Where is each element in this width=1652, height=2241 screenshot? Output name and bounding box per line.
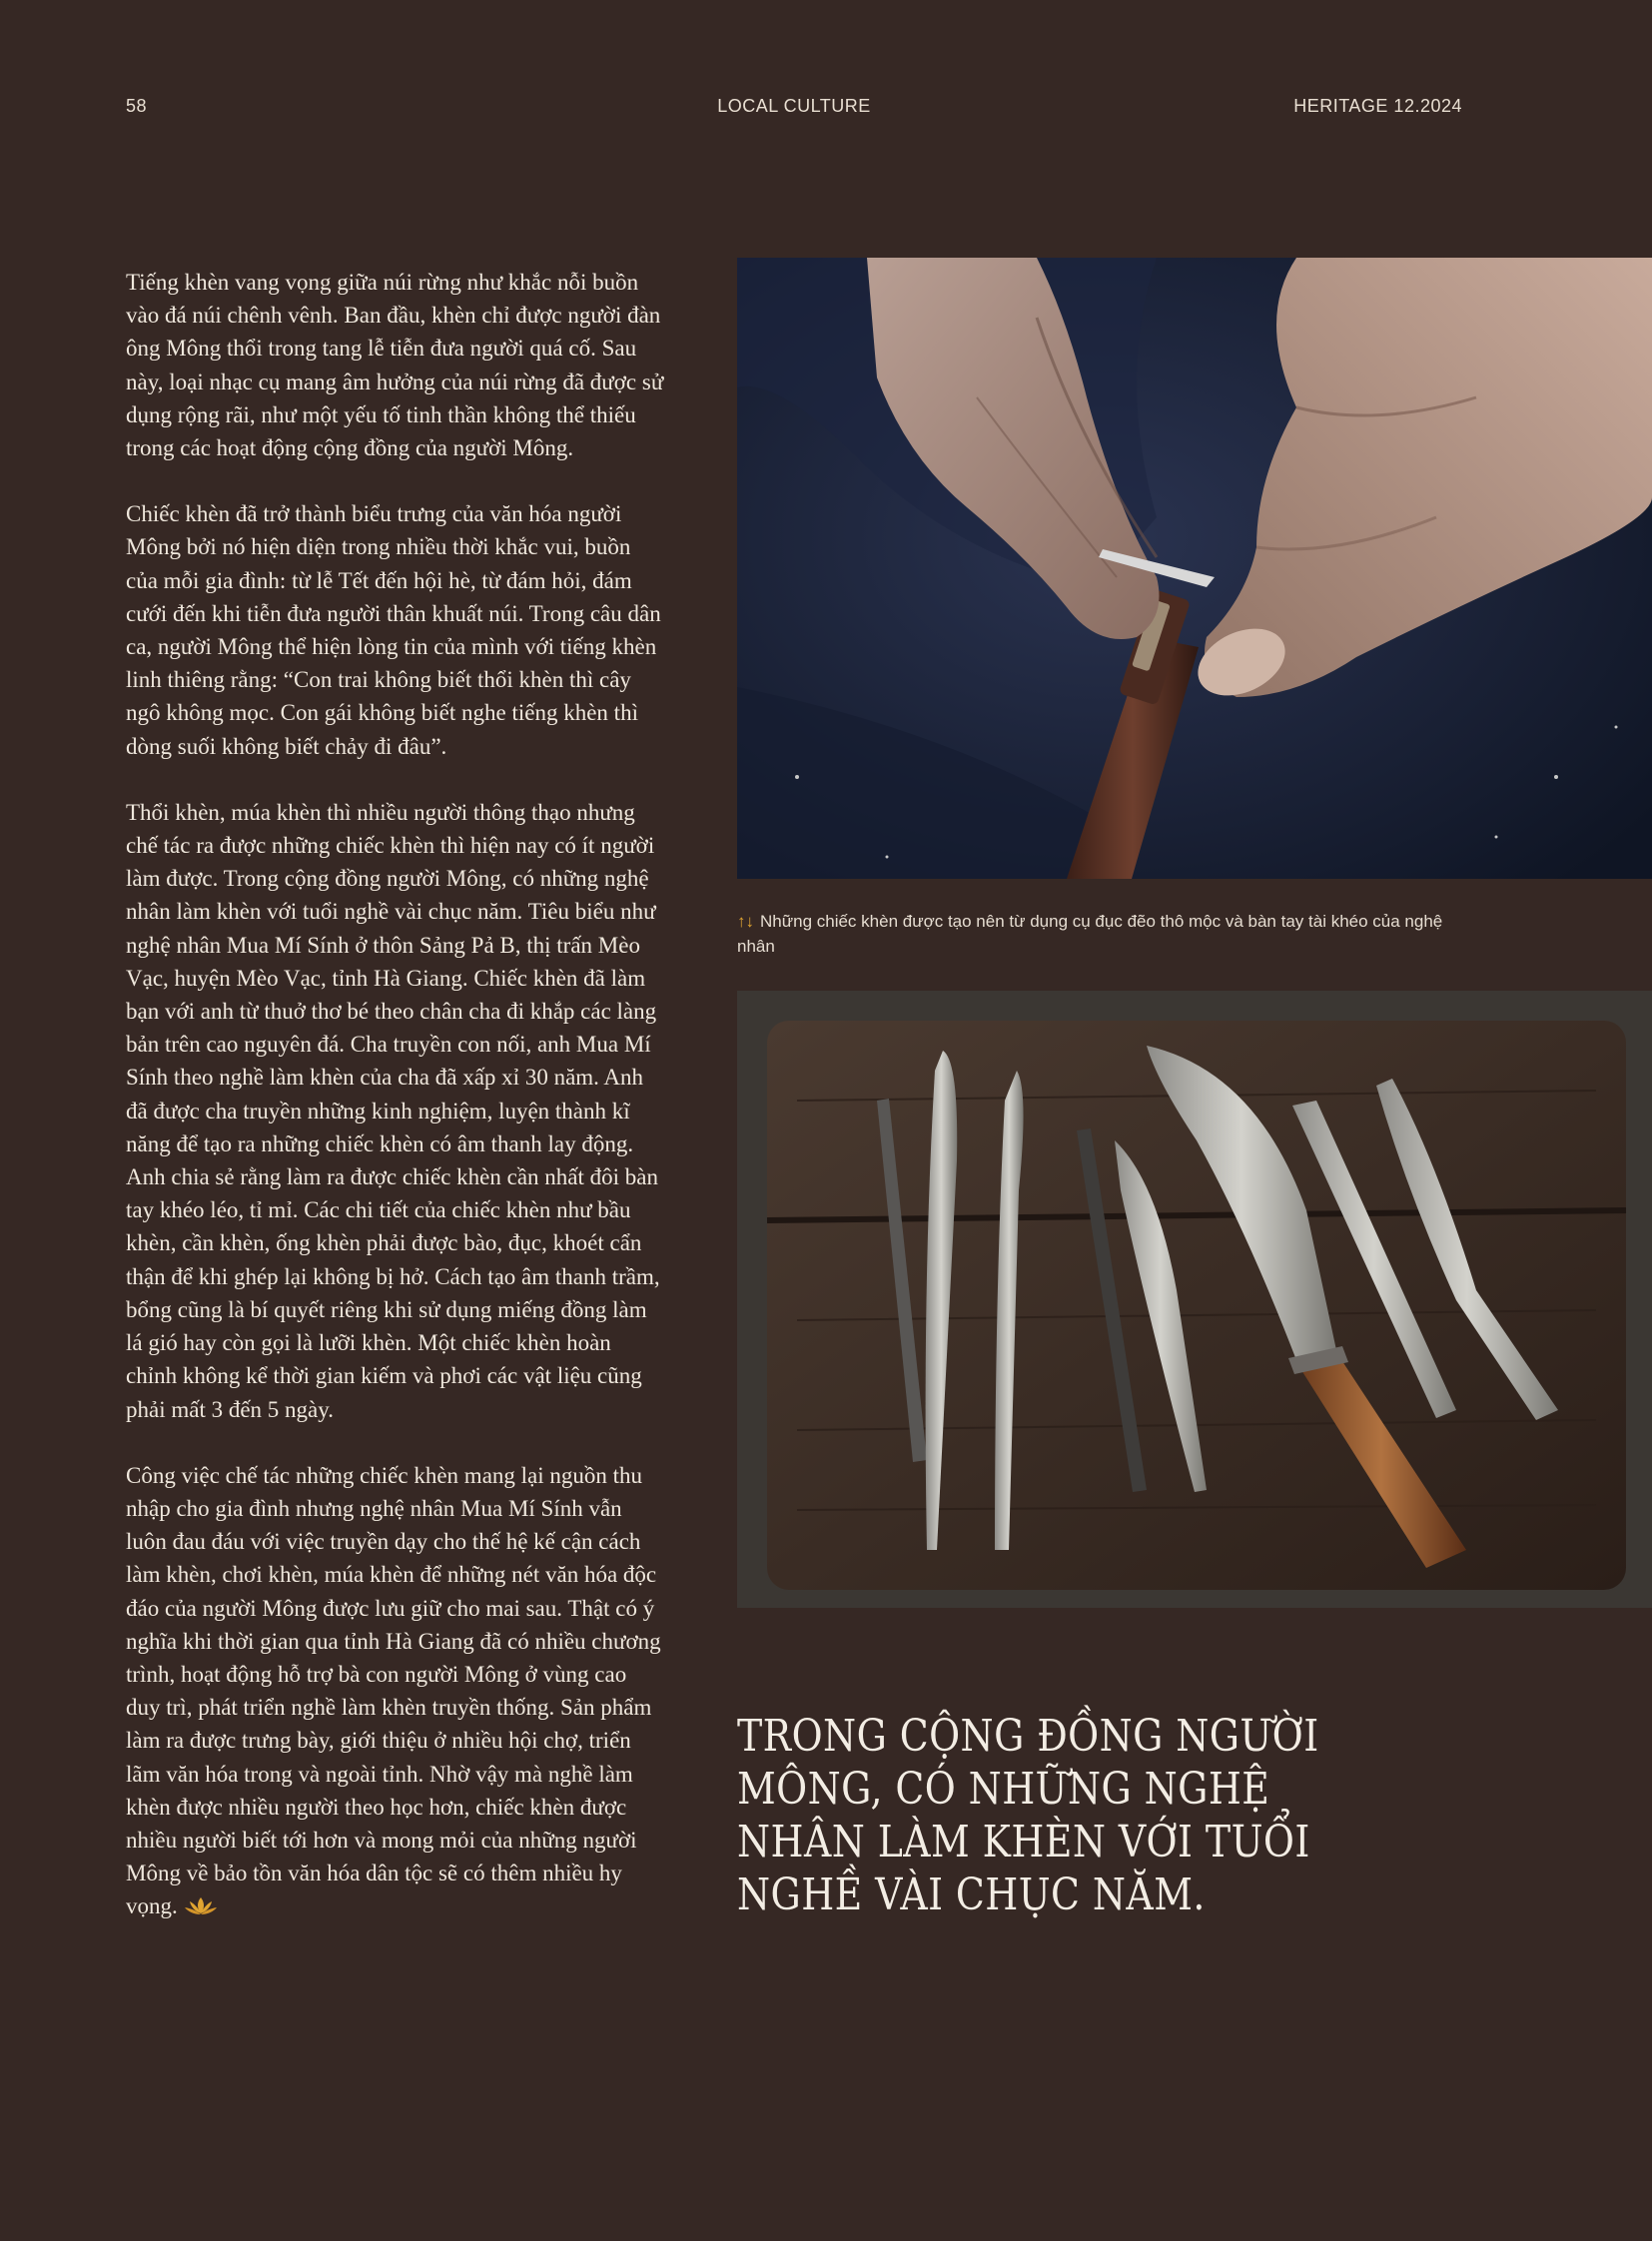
lotus-icon <box>184 1892 218 1925</box>
up-down-arrows-icon: ↑↓ <box>737 912 754 931</box>
caption-text: Những chiếc khèn được tạo nên từ dụng cụ đục đẽo thô mộc và bàn tay tài khéo của nghệ nhân <box>737 912 1443 956</box>
page-header <box>126 96 1462 120</box>
page-number: 58 <box>126 96 148 116</box>
photo-carving-tools <box>737 991 1652 1608</box>
article-paragraph: Công việc chế tác những chiếc khèn mang lại nguồn thu nhập cho gia đình nhưng nghệ nhân Mua Mí Sính vẫn luôn đau đáu với việc truyền dạy cho thế hệ kế cận cách làm khèn, chơi khèn, múa khèn để những nét văn hóa độc đáo của người Mông được lưu giữ cho mai sau. Thật có ý nghĩa khi thời gian qua tỉnh Hà Giang đã có nhiều chương trình, hoạt động hỗ trợ bà con người Mông ở vùng cao duy trì, phát triển nghề làm khèn truyền thống. Sản phẩm làm ra được trưng bày, giới thiệu ở nhiều hội chợ, triển lãm văn hóa trong và ngoài tỉnh. Nhờ vậy mà nghề làm khèn được nhiều người theo học hơn, chiếc khèn được nhiều người biết tới hơn và mong mỏi của những người Mông về bảo tồn văn hóa dân tộc sẽ có thêm nhiều hy vọng. <box>126 1462 661 1919</box>
photo-caption <box>737 909 1456 959</box>
issue-label: HERITAGE 12.2024 <box>1293 96 1462 116</box>
section-name: LOCAL CULTURE <box>717 96 871 116</box>
article-paragraph: Chiếc khèn đã trở thành biểu trưng của văn hóa người Mông bởi nó hiện diện trong nhiều thời khắc vui, buồn của mỗi gia đình: từ lễ Tết đến hội hè, từ đám hỏi, đám cưới đến khi tiễn đưa người thân khuất núi. Trong câu dân ca, người Mông thể hiện lòng tin của mình với tiếng khèn linh thiêng rằng: “Con trai không biết thổi khèn thì cây ngô không mọc. Con gái không biết nghe tiếng khèn thì dòng suối không biết chảy đi đâu”. <box>126 501 661 759</box>
article-paragraph: Tiếng khèn vang vọng giữa núi rừng như khắc nỗi buồn vào đá núi chênh vênh. Ban đầu, khèn chỉ được người đàn ông Mông thổi trong tang lễ tiễn đưa người quá cố. Sau này, loại nhạc cụ mang âm hưởng của núi rừng đã được sử dụng rộng rãi, như một yếu tố tinh thần không thể thiếu trong các hoạt động cộng đồng của người Mông. <box>126 270 664 461</box>
article-body <box>126 266 665 1959</box>
article-paragraph-last <box>126 1459 665 1926</box>
article-paragraph: Thổi khèn, múa khèn thì nhiều người thông thạo nhưng chế tác ra được những chiếc khèn thì hiện nay có ít người làm được. Trong cộng đồng người Mông, có những nghệ nhân làm khèn với tuổi nghề vài chục năm. Tiêu biểu như nghệ nhân Mua Mí Sính ở thôn Sảng Pả B, thị trấn Mèo Vạc, huyện Mèo Vạc, tỉnh Hà Giang. Chiếc khèn đã làm bạn với anh từ thuở thơ bé theo chân cha đi khắp các làng bản trên cao nguyên đá. Cha truyền con nối, anh Mua Mí Sính theo nghề làm khèn của cha đã xấp xỉ 30 năm. Anh đã được cha truyền những kinh nghiệm, luyện thành kĩ năng để tạo ra những chiếc khèn có âm thanh lay động. Anh chia sẻ rằng làm ra được chiếc khèn cần nhất đôi bàn tay khéo léo, tỉ mỉ. Các chi tiết của chiếc khèn như bầu khèn, cần khèn, ống khèn phải được bào, đục, khoét cẩn thận để khi ghép lại không bị hở. Cách tạo âm thanh trầm, bổng cũng là bí quyết riêng khi sử dụng miếng đồng làm lá gió hay còn gọi là lưỡi khèn. Một chiếc khèn hoàn chỉnh không kể thời gian kiếm và phơi các vật liệu cũng phải mất 3 đến 5 ngày. <box>126 799 660 1422</box>
photo-hands-carving <box>737 258 1652 879</box>
pull-quote: TRONG CỘNG ĐỒNG NGƯỜI MÔNG, CÓ NHỮNG NGHỆ NHÂN LÀM KHÈN VỚI TUỔI NGHỀ VÀI CHỤC NĂM. <box>737 1711 1319 1920</box>
